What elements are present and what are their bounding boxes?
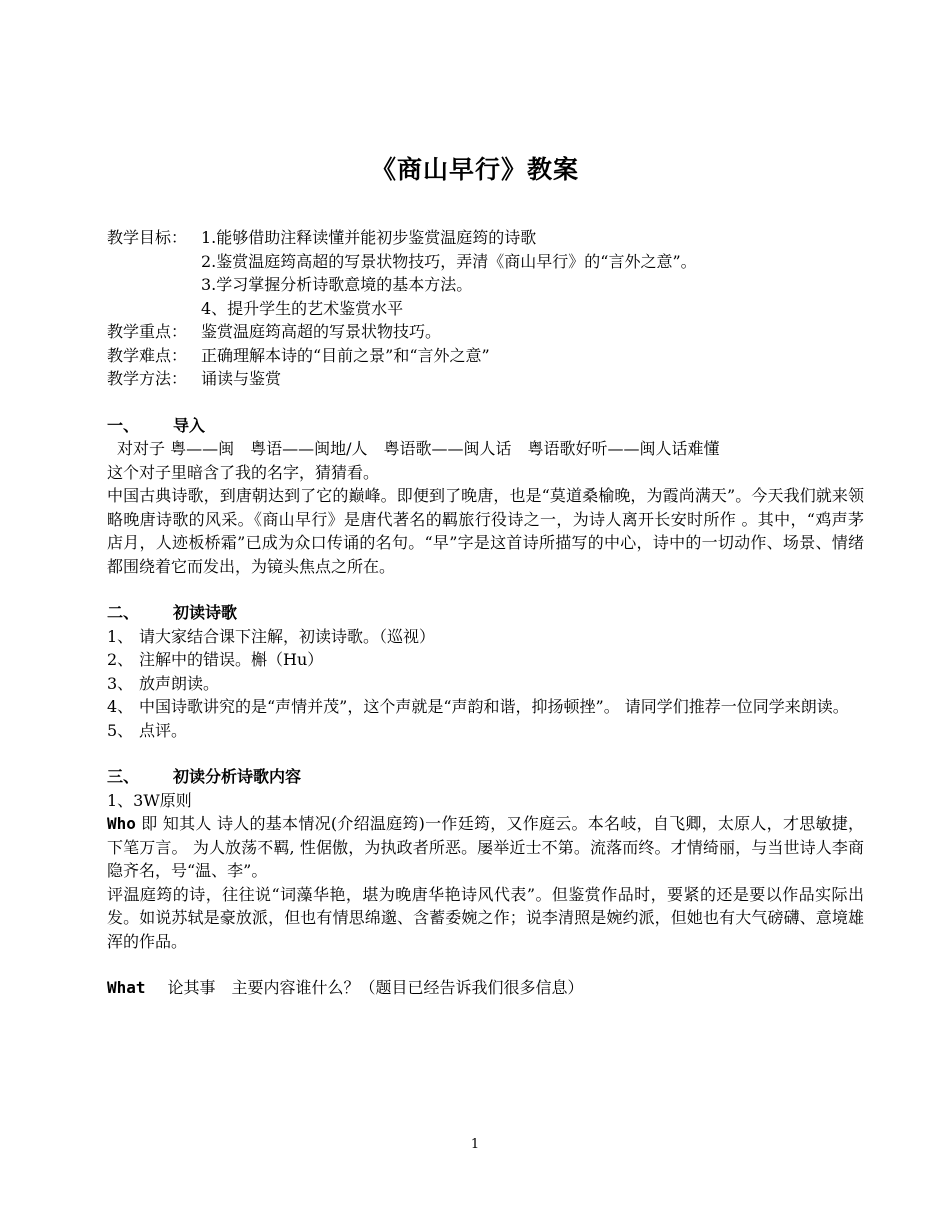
section-title: 初读诗歌 — [173, 603, 238, 622]
list-text: 点评。 — [139, 720, 188, 740]
key-point-label: 教学重点： — [107, 322, 188, 341]
method-text: 诵读与鉴赏 — [201, 369, 282, 388]
who-label: Who — [107, 814, 136, 833]
section-number: 三、 — [107, 767, 140, 786]
list-number: 2、 — [107, 650, 134, 669]
paragraph-what — [107, 976, 864, 1000]
list-number: 1、 — [107, 626, 134, 646]
list-text: 放声朗读。 — [139, 673, 220, 693]
subheading: 1、3W原则 — [107, 790, 192, 810]
objective-item: 4、提升学生的艺术鉴赏水平 — [201, 298, 404, 318]
objective-item: 1.能够借助注释读懂并能初步鉴赏温庭筠的诗歌 — [201, 228, 537, 247]
key-point-text: 鉴赏温庭筠高超的写景状物技巧。 — [201, 322, 442, 341]
objectives-label: 教学目标： — [107, 228, 188, 247]
list-item — [107, 625, 864, 649]
list-item — [107, 648, 864, 672]
difficulty-text: 正确理解本诗的“目前之景”和“言外之意” — [201, 345, 490, 365]
objective-item: 2.鉴赏温庭筠高超的写景状物技巧，弄清《商山早行》的“言外之意”。 — [201, 251, 697, 271]
list-text: 注解中的错误。槲（Hu） — [139, 650, 324, 669]
section-heading-3 — [107, 765, 864, 789]
list-number: 5、 — [107, 720, 134, 740]
couplet-line: 对对子 粤——闽 粤语——闽地/人 粤语歌——闽人话 粤语歌好听——闽人话难懂 — [117, 439, 720, 458]
section-heading-1 — [107, 414, 864, 438]
difficulty-label: 教学难点： — [107, 345, 188, 365]
list-number: 3、 — [107, 673, 134, 693]
who-text: 即 知其人 诗人的基本情况(介绍温庭筠)一作廷筠，又作庭云。本名岐，自飞卿，太原人，才思敏捷，下笔万言。 为人放荡不羁, 性倨傲，为执政者所恶。屡举近士不第。流落而终。才情绮丽，与当世诗人李商隐齐名，号“温、李”。 — [107, 814, 864, 880]
paragraph: 中国古典诗歌，到唐朝达到了它的巅峰。即便到了晚唐，也是“莫道桑榆晚，为霞尚满天”。今天我们就来领略晚唐诗歌的风采。《商山早行》是唐代著名的羁旅行役诗之一，为诗人离开长安时所作 。其中，“鸡声茅店月，人迹板桥霜”已成为众口传诵的名句。“早”字是这首诗所描写的中心，诗中的一切动作、场景、情绪都围绕着它而发出，为镜头焦点之所在。 — [107, 486, 864, 576]
list-item — [107, 672, 864, 696]
section-title: 导入 — [173, 415, 206, 435]
section-number: 一、 — [107, 415, 140, 435]
objectives-row — [107, 226, 864, 250]
list-item — [107, 719, 864, 743]
section-number: 二、 — [107, 603, 140, 622]
method-label: 教学方法： — [107, 369, 188, 388]
page-title: 《商山早行》教案 — [370, 155, 579, 184]
section-title: 初读分析诗歌内容 — [173, 767, 302, 786]
paragraph: 这个对子里暗含了我的名字，猜猜看。 — [107, 462, 380, 482]
method-row — [107, 367, 864, 391]
difficulty-row — [107, 344, 864, 368]
list-item — [107, 695, 864, 719]
list-number: 4、 — [107, 697, 134, 716]
key-point-row — [107, 320, 864, 344]
paragraph: 评温庭筠的诗，往往说“词藻华艳，堪为晚唐华艳诗风代表”。但鉴赏作品时，要紧的还是要以作品实际出发。如说苏轼是豪放派，但也有情思绵邈、含蓄委婉之作；说李清照是婉约派，但她也有大气磅礴、意境雄浑的作品。 — [107, 884, 864, 951]
paragraph-who — [107, 812, 864, 883]
objective-item: 3.学习掌握分析诗歌意境的基本方法。 — [201, 275, 473, 294]
page-number: 1 — [470, 1137, 480, 1152]
document-body — [107, 226, 864, 1000]
list-text: 中国诗歌讲究的是“声情并茂”，这个声就是“声韵和谐，抑扬顿挫”。 请同学们推荐一位同学来朗读。 — [139, 697, 849, 716]
what-text: 论其事 主要内容谁什么？（题目已经告诉我们很多信息） — [167, 978, 584, 997]
section-heading-2 — [107, 601, 864, 625]
list-text: 请大家结合课下注解，初读诗歌。（巡视） — [139, 626, 436, 646]
what-label: What — [107, 978, 146, 997]
